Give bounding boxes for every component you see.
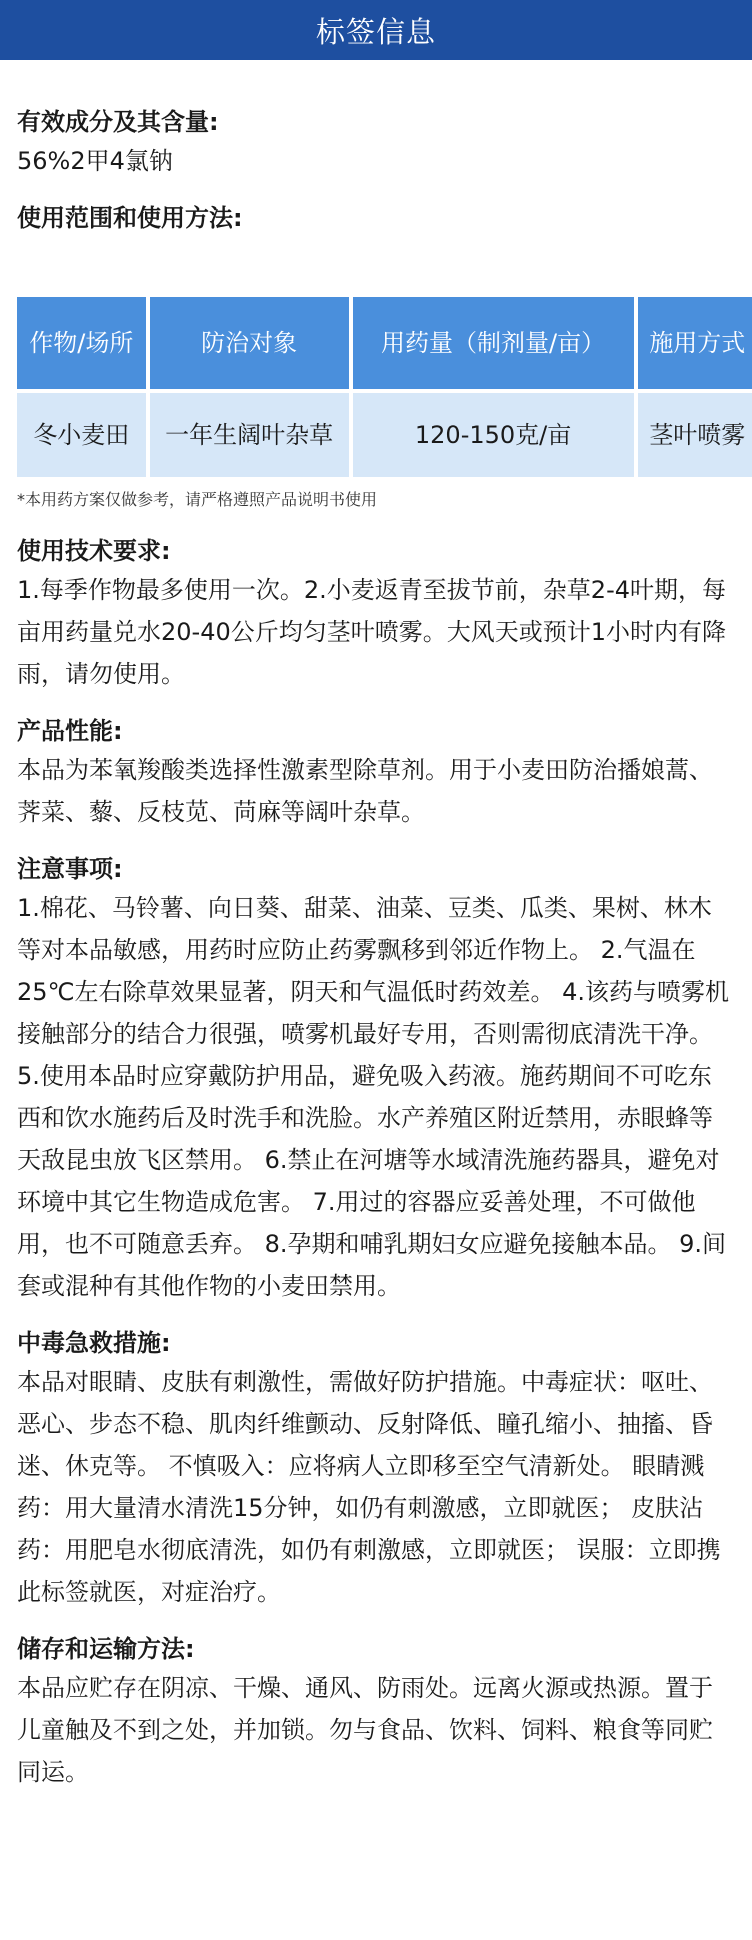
disclaimer-note: *本用药方案仅做参考，请严格遵照产品说明书使用 [17,490,378,509]
section-title: 产品性能: [17,717,123,745]
section-title: 使用技术要求: [17,537,171,565]
table-cell: 茎叶喷雾 [638,393,752,477]
section-title: 使用范围和使用方法: [17,204,243,232]
section-body: 1.棉花、马铃薯、向日葵、甜菜、油菜、豆类、瓜类、果树、林木等对本品敏感，用药时应防止药雾飘移到邻近作物上。 2.气温在25℃左右除草效果显著，阴天和气温低时药效差。 4.该药与喷雾机接触部分的结合力很强，喷雾机最好专用，否则需彻底清洗干净。 5.使用本品时应穿戴防护用品，避免吸入药液。施药期间不可吃东西和饮水施药后及时洗手和洗脸。水产养殖区附近禁用，赤眼蜂等天敌昆虫放飞区禁用。 6.禁止在河塘等水域清洗施药器具，避免对环境中其它生物造成危害。 7.用过的容器应妥善处理，不可做他用，也不可随意丢弃。 8.孕期和哺乳期妇女应避免接触本品。 9.间套或混种有其他作物的小麦田禁用。 [17,894,730,1300]
column-header: 防治对象 [150,297,349,389]
section-title: 中毒急救措施: [17,1329,171,1357]
storage-transport-section [17,1631,735,1793]
section-title: 有效成分及其含量: [17,108,219,136]
active-ingredient-section [17,104,735,182]
precautions-section [17,851,735,1307]
product-performance-section [17,713,735,833]
column-header: 用药量（制剂量/亩） [353,297,634,389]
page-title: 标签信息 [315,14,436,49]
usage-scope-section [17,200,735,236]
section-title: 注意事项: [17,855,123,883]
section-body: 本品应贮存在阴凉、干燥、通风、防雨处。远离火源或热源。置于儿童触及不到之处，并加锁。勿与食品、饮料、饲料、粮食等同贮同运。 [17,1674,713,1786]
table-cell: 一年生阔叶杂草 [150,393,349,477]
table-header-row [17,297,752,389]
section-body: 本品对眼睛、皮肤有刺激性，需做好防护措施。中毒症状：呕吐、恶心、步态不稳、肌肉纤维颤动、反射降低、瞳孔缩小、抽搐、昏迷、休克等。 不慎吸入：应将病人立即移至空气清新处。 眼睛溅药：用大量清水清洗15分钟，如仍有刺激感，立即就医； 皮肤沾药：用肥皂水彻底清洗，如仍有刺激感，立即就医； 误服：立即携此标签就医，对症治疗。 [17,1368,721,1606]
table-cell: 冬小麦田 [17,393,146,477]
column-header: 施用方式 [638,297,752,389]
tech-requirements-section [17,533,735,695]
table-cell: 120-150克/亩 [353,393,634,477]
section-body: 本品为苯氧羧酸类选择性激素型除草剂。用于小麦田防治播娘蒿、荠菜、藜、反枝苋、苘麻等阔叶杂草。 [17,756,713,826]
first-aid-section [17,1325,735,1613]
section-title: 储存和运输方法: [17,1635,195,1663]
column-header: 作物/场所 [17,297,146,389]
header-bar [0,0,752,60]
usage-table [13,293,752,481]
section-body: 56%2甲4氯钠 [17,147,173,175]
table-row [17,393,752,477]
section-body: 1.每季作物最多使用一次。2.小麦返青至拔节前，杂草2-4叶期，每亩用药量兑水20-40公斤均匀茎叶喷雾。大风天或预计1小时内有降雨，请勿使用。 [17,576,727,688]
label-content [0,104,752,1793]
